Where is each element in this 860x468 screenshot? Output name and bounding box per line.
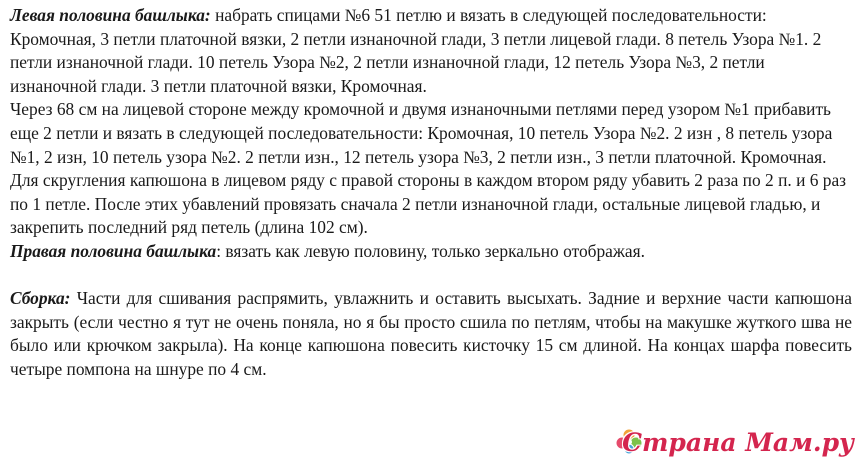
watermark-suffix: .ру [812,428,854,457]
increase-paragraph: Через 68 см на лицевой стороне между кромочной и двумя изнаночными петлями перед узором №1 прибавить еще 2 петли и вязать в следующей последовательности: Кромочная, 10 петель Узора №2. 2 изн , 8 петель узора №1, 2 изн, 10 петель узора №2. 2 петли изн., 12 петель узора №3, 2 петли изн., 3 петли платочной. Кромочная. [10,99,833,167]
right-half-text: : вязать как левую половину, только зеркально отображая. [216,240,645,261]
site-watermark [614,422,854,462]
watermark-text [622,428,854,458]
instructions-document [10,4,852,382]
left-half-paragraph [10,4,852,98]
right-half-paragraph [10,240,852,264]
left-half-text: набрать спицами №6 51 петлю и вязать в следующей последовательности: Кромочная, 3 петли платочной вязки, 2 петли изнаночной глади, 3 петли лицевой глади. 8 петель Узора №1. 2 петли изнаночной глади. 10 петель Узора №2, 2 петли изнаночной глади, 12 петель Узора №3, 2 петли изнаночной глади. 3 петли платочной вязки, Кромочная. [10,5,822,96]
rounding-paragraph: Для скругления капюшона в лицевом ряду с правой стороны в каждом втором ряду убавить 2 раза по 2 п. и 6 раз по 1 петле. После этих убавлений провязать сначала 2 петли изнаночной глади, остальные лицевой гладью, и закрепить последний ряд петель (длина 102 см). [10,170,847,238]
left-half-heading: Левая половина башлыка: [10,5,211,25]
assembly-paragraph [10,287,852,381]
right-half-heading: Правая половина башлыка [10,240,217,261]
assembly-text: Части для сшивания распрямить, увлажнить и оставить высыхать. Задние и верхние части капюшона закрыть (если честно я тут не очень поняла, но я бы просто сшила по петлям, чтобы на макушке жуткого шва не было или крючком закрыла). На конце капюшона повесить кисточку 15 см длиной. На концах шарфа повесить четыре помпона на шнуре по 4 см. [10,288,852,379]
watermark-name: Страна Мам [622,428,813,457]
assembly-heading: Сборка: [10,288,71,309]
